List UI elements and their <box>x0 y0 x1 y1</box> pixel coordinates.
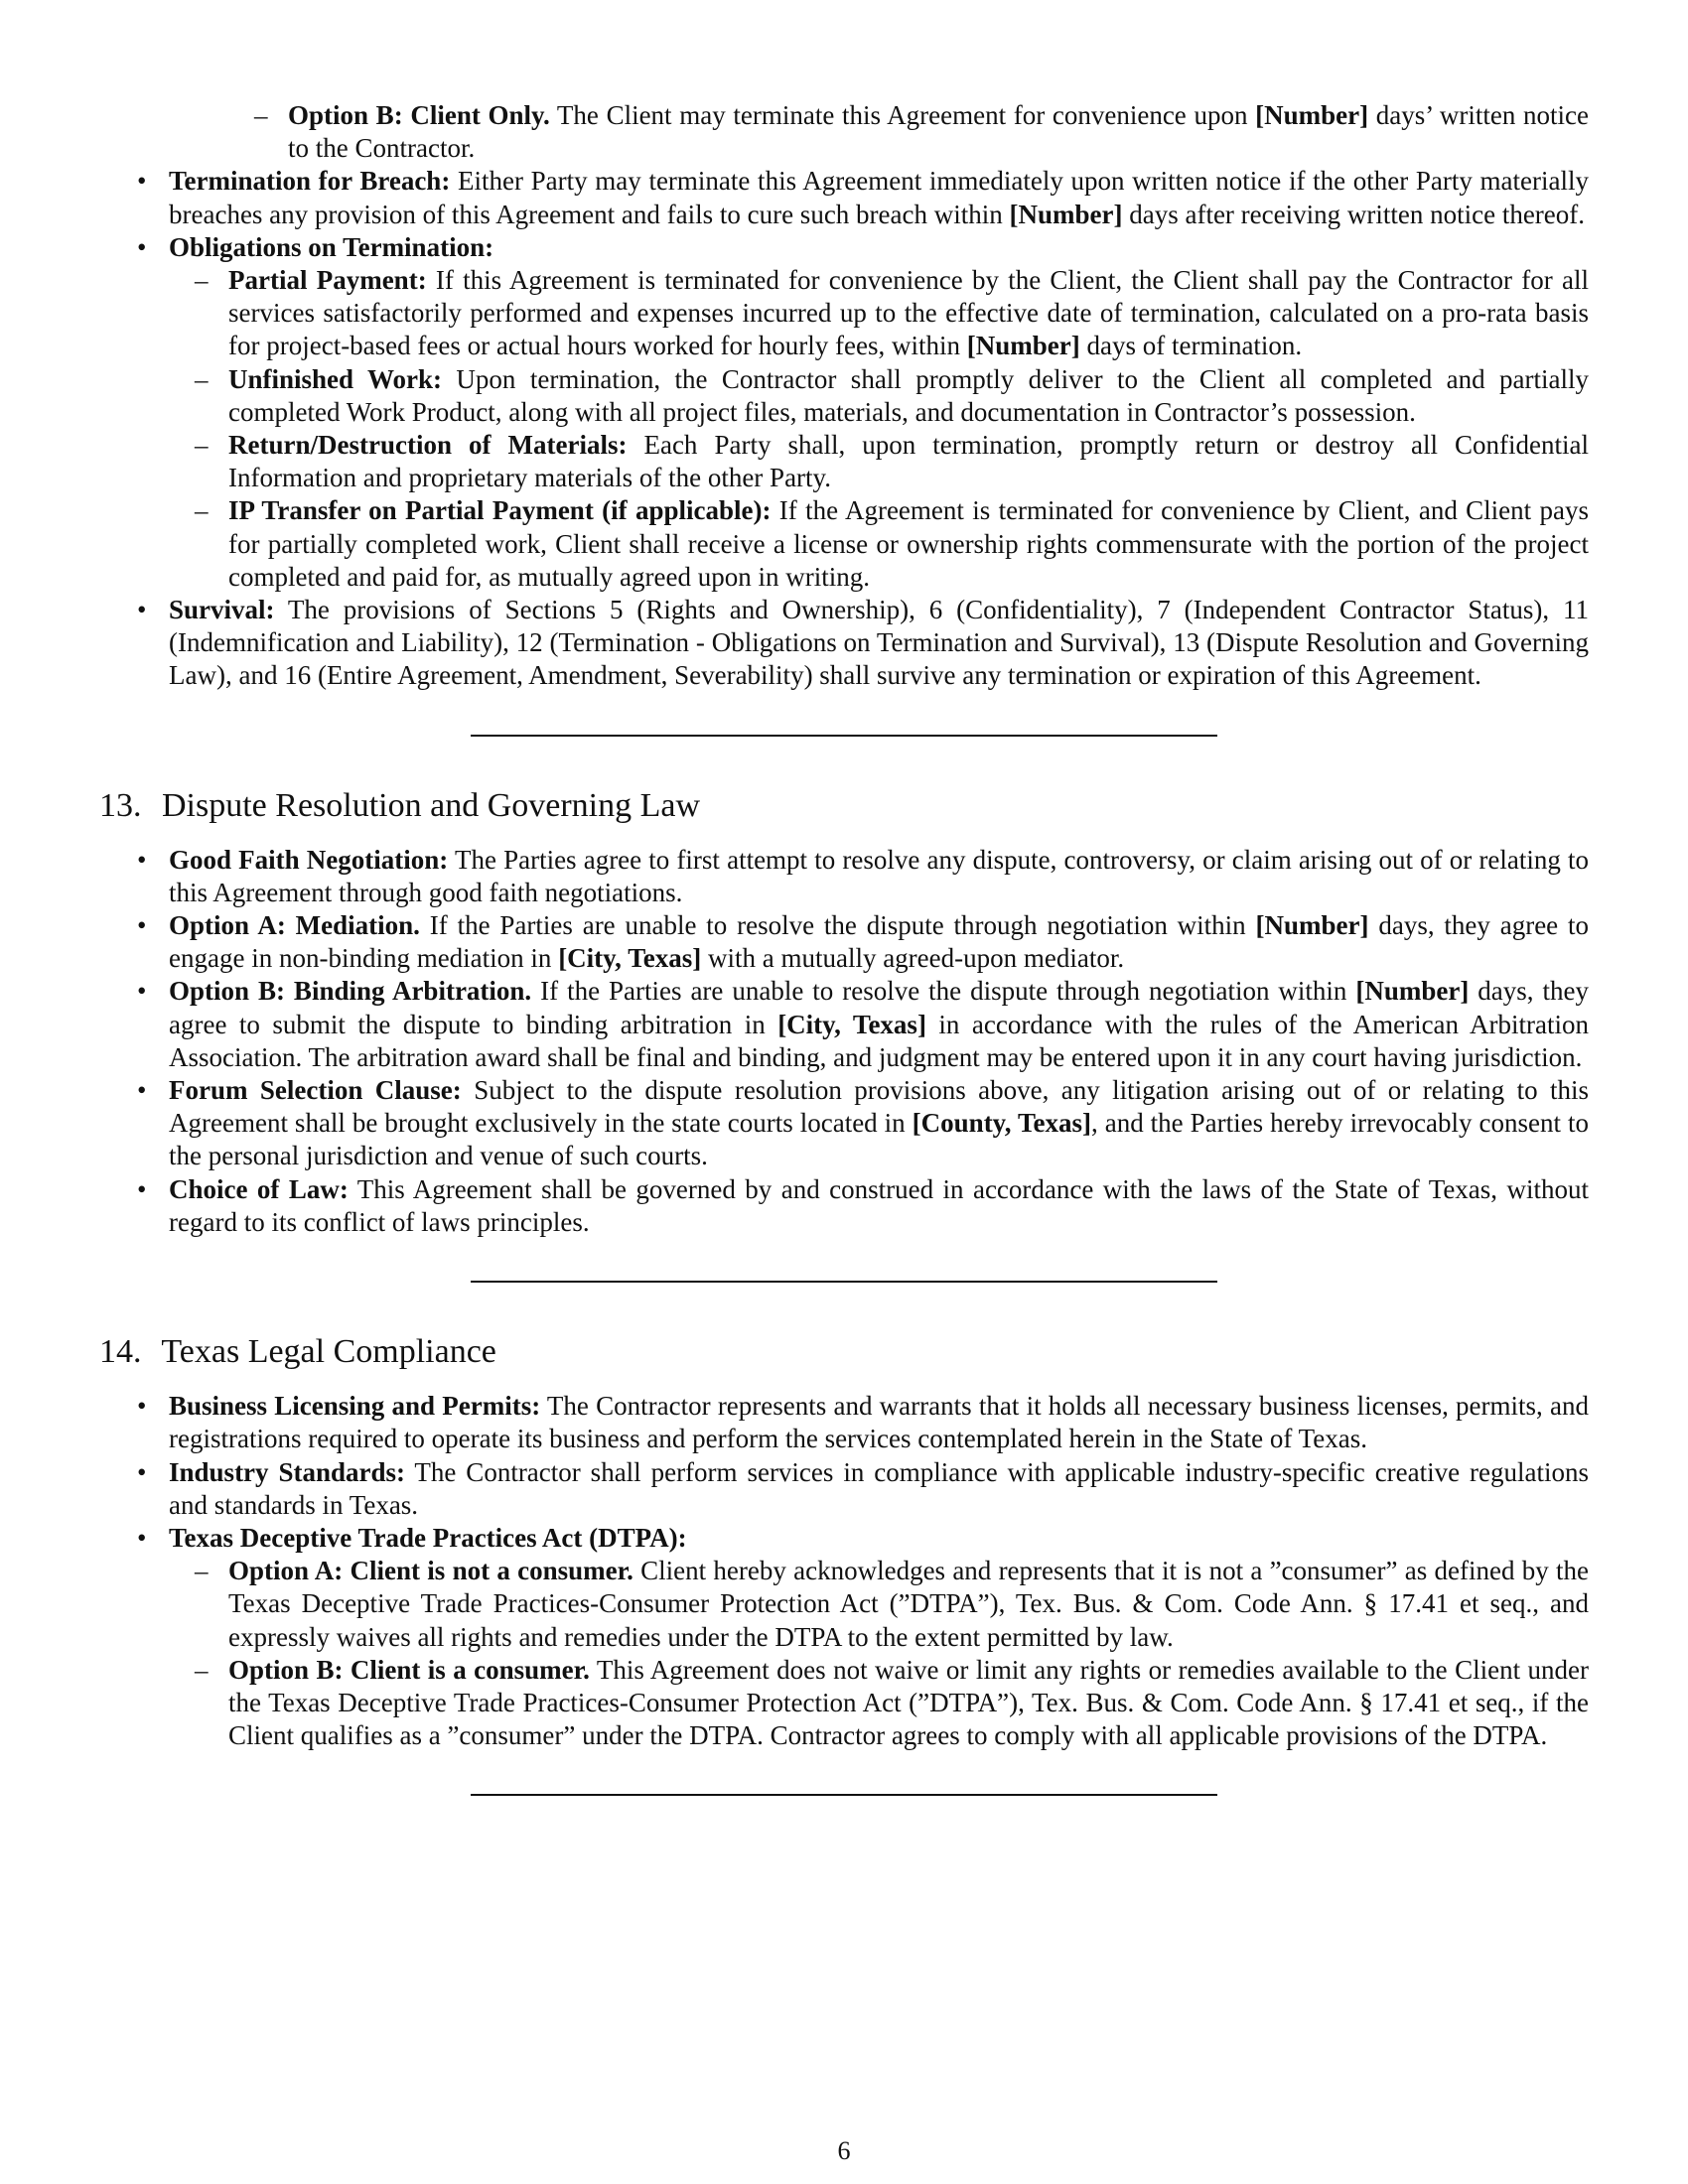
list-item: – Unfinished Work: Upon termination, the Contractor shall promptly deliver to the Client all completed and partially completed Work Product, along with all project files, materials, and documentation in Contractor’s possession. <box>169 363 1589 429</box>
placeholder-field: [Number] <box>1009 199 1123 229</box>
list-item: – Option B: Client Only. The Client may terminate this Agreement for convenience upon [Number] days’ written notice to the Contractor. <box>228 99 1589 165</box>
placeholder-field: [County, Texas] <box>912 1108 1091 1139</box>
list-item <box>99 1522 1589 1752</box>
clause-label: Option B: Client is a consumer. <box>228 1654 590 1685</box>
clause-label: Unfinished Work: <box>228 363 442 394</box>
list-item: • Industry Standards: The Contractor shall perform services in compliance with applicable industry-specific creative regulations and standards in Texas. <box>99 1456 1589 1522</box>
list-item: – Partial Payment: If this Agreement is terminated for convenience by the Client, the Client shall pay the Contractor for all services satisfactorily performed and expenses incurred up to the effective date of termination, calculated on a pro-rata basis for project-based fees or actual hours worked for hourly fees, within [Number] days of termination. <box>169 264 1589 363</box>
list-item: – Option A: Client is not a consumer. Client hereby acknowledges and represents that it is not a ”consumer” as defined by the Texas Deceptive Trade Practices-Consumer Protection Act (”DTPA”), Tex. Bus. & Com. Code Ann. § 17.41 et seq., and expressly waives all rights and remedies under the DTPA to the extent permitted by law. <box>169 1555 1589 1654</box>
dtpa-options-sublist <box>169 1555 1589 1752</box>
list-item: – Return/Destruction of Materials: Each Party shall, upon termination, promptly return or destroy all Confidential Information and proprietary materials of the other Party. <box>169 429 1589 494</box>
list-item: • Choice of Law: This Agreement shall be governed by and construed in accordance with the laws of the State of Texas, without regard to its conflict of laws principles. <box>99 1173 1589 1239</box>
clause-label: Return/Destruction of Materials: <box>228 430 628 461</box>
list-item: • Business Licensing and Permits: The Contractor represents and warrants that it holds all necessary business licenses, permits, and registrations required to operate its business and perform the services contemplated herein in the State of Texas. <box>99 1390 1589 1455</box>
clause-label: Partial Payment: <box>228 265 427 296</box>
placeholder-field: [City, Texas] <box>777 1009 926 1039</box>
clause-label: Good Faith Negotiation: <box>169 844 449 875</box>
section-divider <box>471 735 1217 737</box>
list-item: • Forum Selection Clause: Subject to the dispute resolution provisions above, any litigation arising out of or relating to this Agreement shall be brought exclusively in the state courts located in [County, Texas], and the Parties hereby irrevocably consent to the personal jurisdiction and venue of such courts. <box>99 1074 1589 1173</box>
list-item <box>99 231 1589 594</box>
page-number: 6 <box>837 2136 851 2165</box>
dispute-resolution-list <box>99 844 1589 1239</box>
clause-label: Choice of Law: <box>169 1173 349 1204</box>
clause-label: Survival: <box>169 595 275 625</box>
clause-label: Termination for Breach: <box>169 166 451 197</box>
section-heading: 14. Texas Legal Compliance <box>99 1333 496 1371</box>
clause-label: Option B: Binding Arbitration. <box>169 976 532 1007</box>
clause-label: Business Licensing and Permits: <box>169 1391 541 1422</box>
section-heading: 13. Dispute Resolution and Governing Law <box>99 786 701 824</box>
clause-label: Obligations on Termination: <box>169 231 494 262</box>
termination-list <box>99 165 1589 692</box>
obligations-sublist <box>169 264 1589 594</box>
section-divider <box>471 1281 1217 1283</box>
placeholder-field: [Number] <box>1355 976 1470 1007</box>
placeholder-field: [Number] <box>1255 100 1369 130</box>
placeholder-field: [Number] <box>1255 910 1369 941</box>
list-item: – Option B: Client is a consumer. This Agreement does not waive or limit any rights or remedies available to the Client under the Texas Deceptive Trade Practices-Consumer Protection Act (”DTPA”), Tex. Bus. & Com. Code Ann. § 17.41 et seq., if the Client qualifies as a ”consumer” under the DTPA. Contractor agrees to comply with all applicable provisions of the DTPA. <box>169 1654 1589 1753</box>
texas-compliance-list <box>99 1390 1589 1752</box>
clause-label: Option A: Client is not a consumer. <box>228 1556 633 1586</box>
placeholder-field: [City, Texas] <box>558 943 702 974</box>
list-item: • Good Faith Negotiation: The Parties agree to first attempt to resolve any dispute, controversy, or claim arising out of or relating to this Agreement through good faith negotiations. <box>99 844 1589 909</box>
list-item: • Termination for Breach: Either Party may terminate this Agreement immediately upon written notice if the other Party materially breaches any provision of this Agreement and fails to cure such breach within [Number] days after receiving written notice thereof. <box>99 165 1589 230</box>
clause-label: Option A: Mediation. <box>169 910 420 941</box>
list-item: • Survival: The provisions of Sections 5 (Rights and Ownership), 6 (Confidentiality), 7 (Independent Contractor Status), 11 (Indemnification and Liability), 12 (Termination - Obligations on Termination and Survival), 13 (Dispute Resolution and Governing Law), and 16 (Entire Agreement, Amendment, Severability) shall survive any termination or expiration of this Agreement. <box>99 594 1589 693</box>
list-item: – IP Transfer on Partial Payment (if applicable): If the Agreement is terminated for convenience by Client, and Client pays for partially completed work, Client shall receive a license or ownership rights commensurate with the portion of the project completed and paid for, as mutually agreed upon in writing. <box>169 494 1589 594</box>
clause-label: Forum Selection Clause: <box>169 1075 462 1106</box>
clause-label: Texas Deceptive Trade Practices Act (DTPA): <box>169 1522 687 1553</box>
clause-label: IP Transfer on Partial Payment (if applicable): <box>228 495 772 526</box>
page-content <box>99 99 1589 1796</box>
clause-label: Option B: Client Only. <box>288 100 550 130</box>
list-item: • Option A: Mediation. If the Parties are unable to resolve the dispute through negotiation within [Number] days, they agree to engage in non-binding mediation in [City, Texas] with a mutually agreed-upon mediator. <box>99 909 1589 975</box>
clause-label: Industry Standards: <box>169 1456 405 1487</box>
termination-convenience-options <box>99 99 1589 165</box>
list-item: • Option B: Binding Arbitration. If the Parties are unable to resolve the dispute through negotiation within [Number] days, they agree to submit the dispute to binding arbitration in [City, Texas] in accordance with the rules of the American Arbitration Association. The arbitration award shall be final and binding, and judgment may be entered upon it in any court having jurisdiction. <box>99 975 1589 1074</box>
placeholder-field: [Number] <box>966 331 1080 361</box>
section-divider <box>471 1794 1217 1796</box>
